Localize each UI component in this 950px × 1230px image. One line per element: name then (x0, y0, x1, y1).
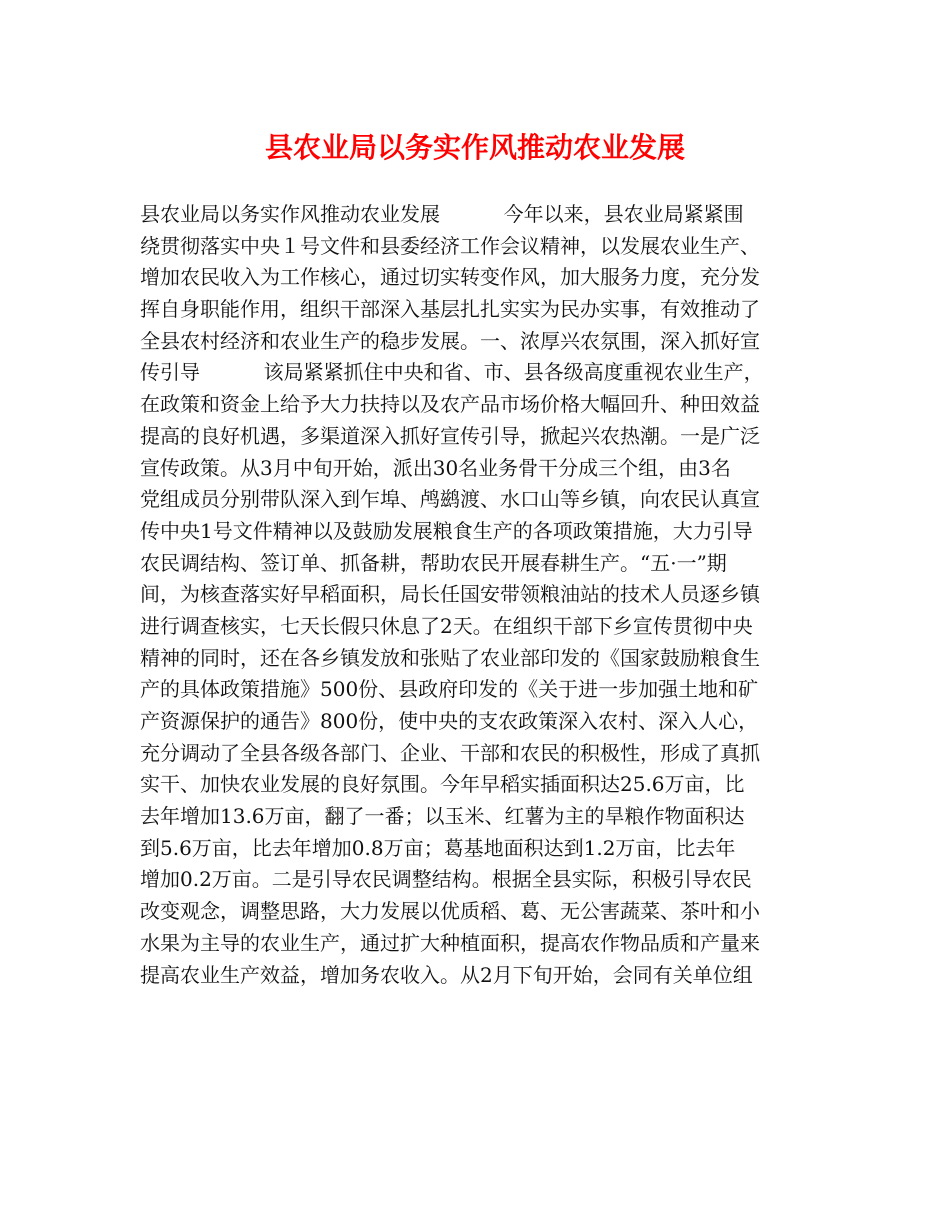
body-line: 产资源保护的通告》800份，使中央的支农政策深入农村、深入人心， (140, 709, 759, 733)
body-line: 进行调查核实，七天长假只休息了2天。在组织干部下乡宣传贯彻中央 (140, 613, 753, 638)
body-line: 实干、加快农业发展的良好氛围。今年早稻实插面积达25.6万亩，比 (140, 772, 745, 797)
body-line: 去年增加13.6万亩，翻了一番；以玉米、红薯为主的旱粮作物面积达 (140, 804, 745, 829)
body-line: 提高农业生产效益，增加务农收入。从2月下旬开始，会同有关单位组 (140, 962, 753, 987)
body-line: 水果为主导的农业生产，通过扩大种植面积，提高农作物品质和产量来 (140, 930, 760, 955)
body-line: 充分调动了全县各级各部门、企业、干部和农民的积极性，形成了真抓 (140, 740, 760, 765)
body-line: 全县农村经济和农业生产的稳步发展。一、浓厚兴农氛围，深入抓好宣 (140, 328, 760, 353)
body-line: 增加0.2万亩。二是引导农民调整结构。根据全县实际，积极引导农民 (140, 867, 752, 892)
body-line: 间，为核查落实好早稻面积，局长任国安带领粮油站的技术人员逐乡镇 (140, 582, 760, 607)
body-line: 党组成员分别带队深入到乍埠、鸬鹚渡、水口山等乡镇，向农民认真宣 (140, 487, 760, 512)
body-line: 改变观念，调整思路，大力发展以优质稻、葛、无公害蔬菜、茶叶和小 (140, 899, 760, 924)
body-line: 增加农民收入为工作核心，通过切实转变作风，加大服务力度，充分发 (140, 265, 760, 290)
body-line: 农民调结构、签订单、抓备耕，帮助农民开展春耕生产。“五·一”期 (140, 550, 727, 575)
body-line: 在政策和资金上给予大力扶持以及农产品市场价格大幅回升、种田效益 (140, 392, 760, 417)
document-body (140, 199, 820, 991)
body-line: 挥自身职能作用，组织干部深入基层扎扎实实为民办实事，有效推动了 (140, 297, 760, 322)
body-line: 精神的同时，还在各乡镇发放和张贴了农业部印发的《国家鼓励粮食生 (140, 645, 760, 670)
body-line: 到5.6万亩，比去年增加0.8万亩；葛基地面积达到1.2万亩，比去年 (140, 835, 736, 860)
body-line: 提高的良好机遇，多渠道深入抓好宣传引导，掀起兴农热潮。一是广泛 (140, 423, 760, 448)
document-title: 县农业局以务实作风推动农业发展 (264, 131, 685, 164)
body-line: 传引导 该局紧紧抓住中央和省、市、县各级高度重视农业生产， (140, 360, 764, 385)
body-line: 宣传政策。从3月中旬开始，派出30名业务骨干分成三个组，由3名 (140, 455, 731, 480)
body-line: 绕贯彻落实中央１号文件和县委经济工作会议精神，以发展农业生产、 (140, 233, 760, 258)
body-line: 传中央1号文件精神以及鼓励发展粮食生产的各项政策措施，大力引导 (140, 518, 753, 543)
body-line: 县农业局以务实作风推动农业发展 今年以来，县农业局紧紧围 (140, 202, 744, 226)
body-line: 产的具体政策措施》500份、县政府印发的《关于进一步加强土地和矿 (140, 677, 759, 702)
